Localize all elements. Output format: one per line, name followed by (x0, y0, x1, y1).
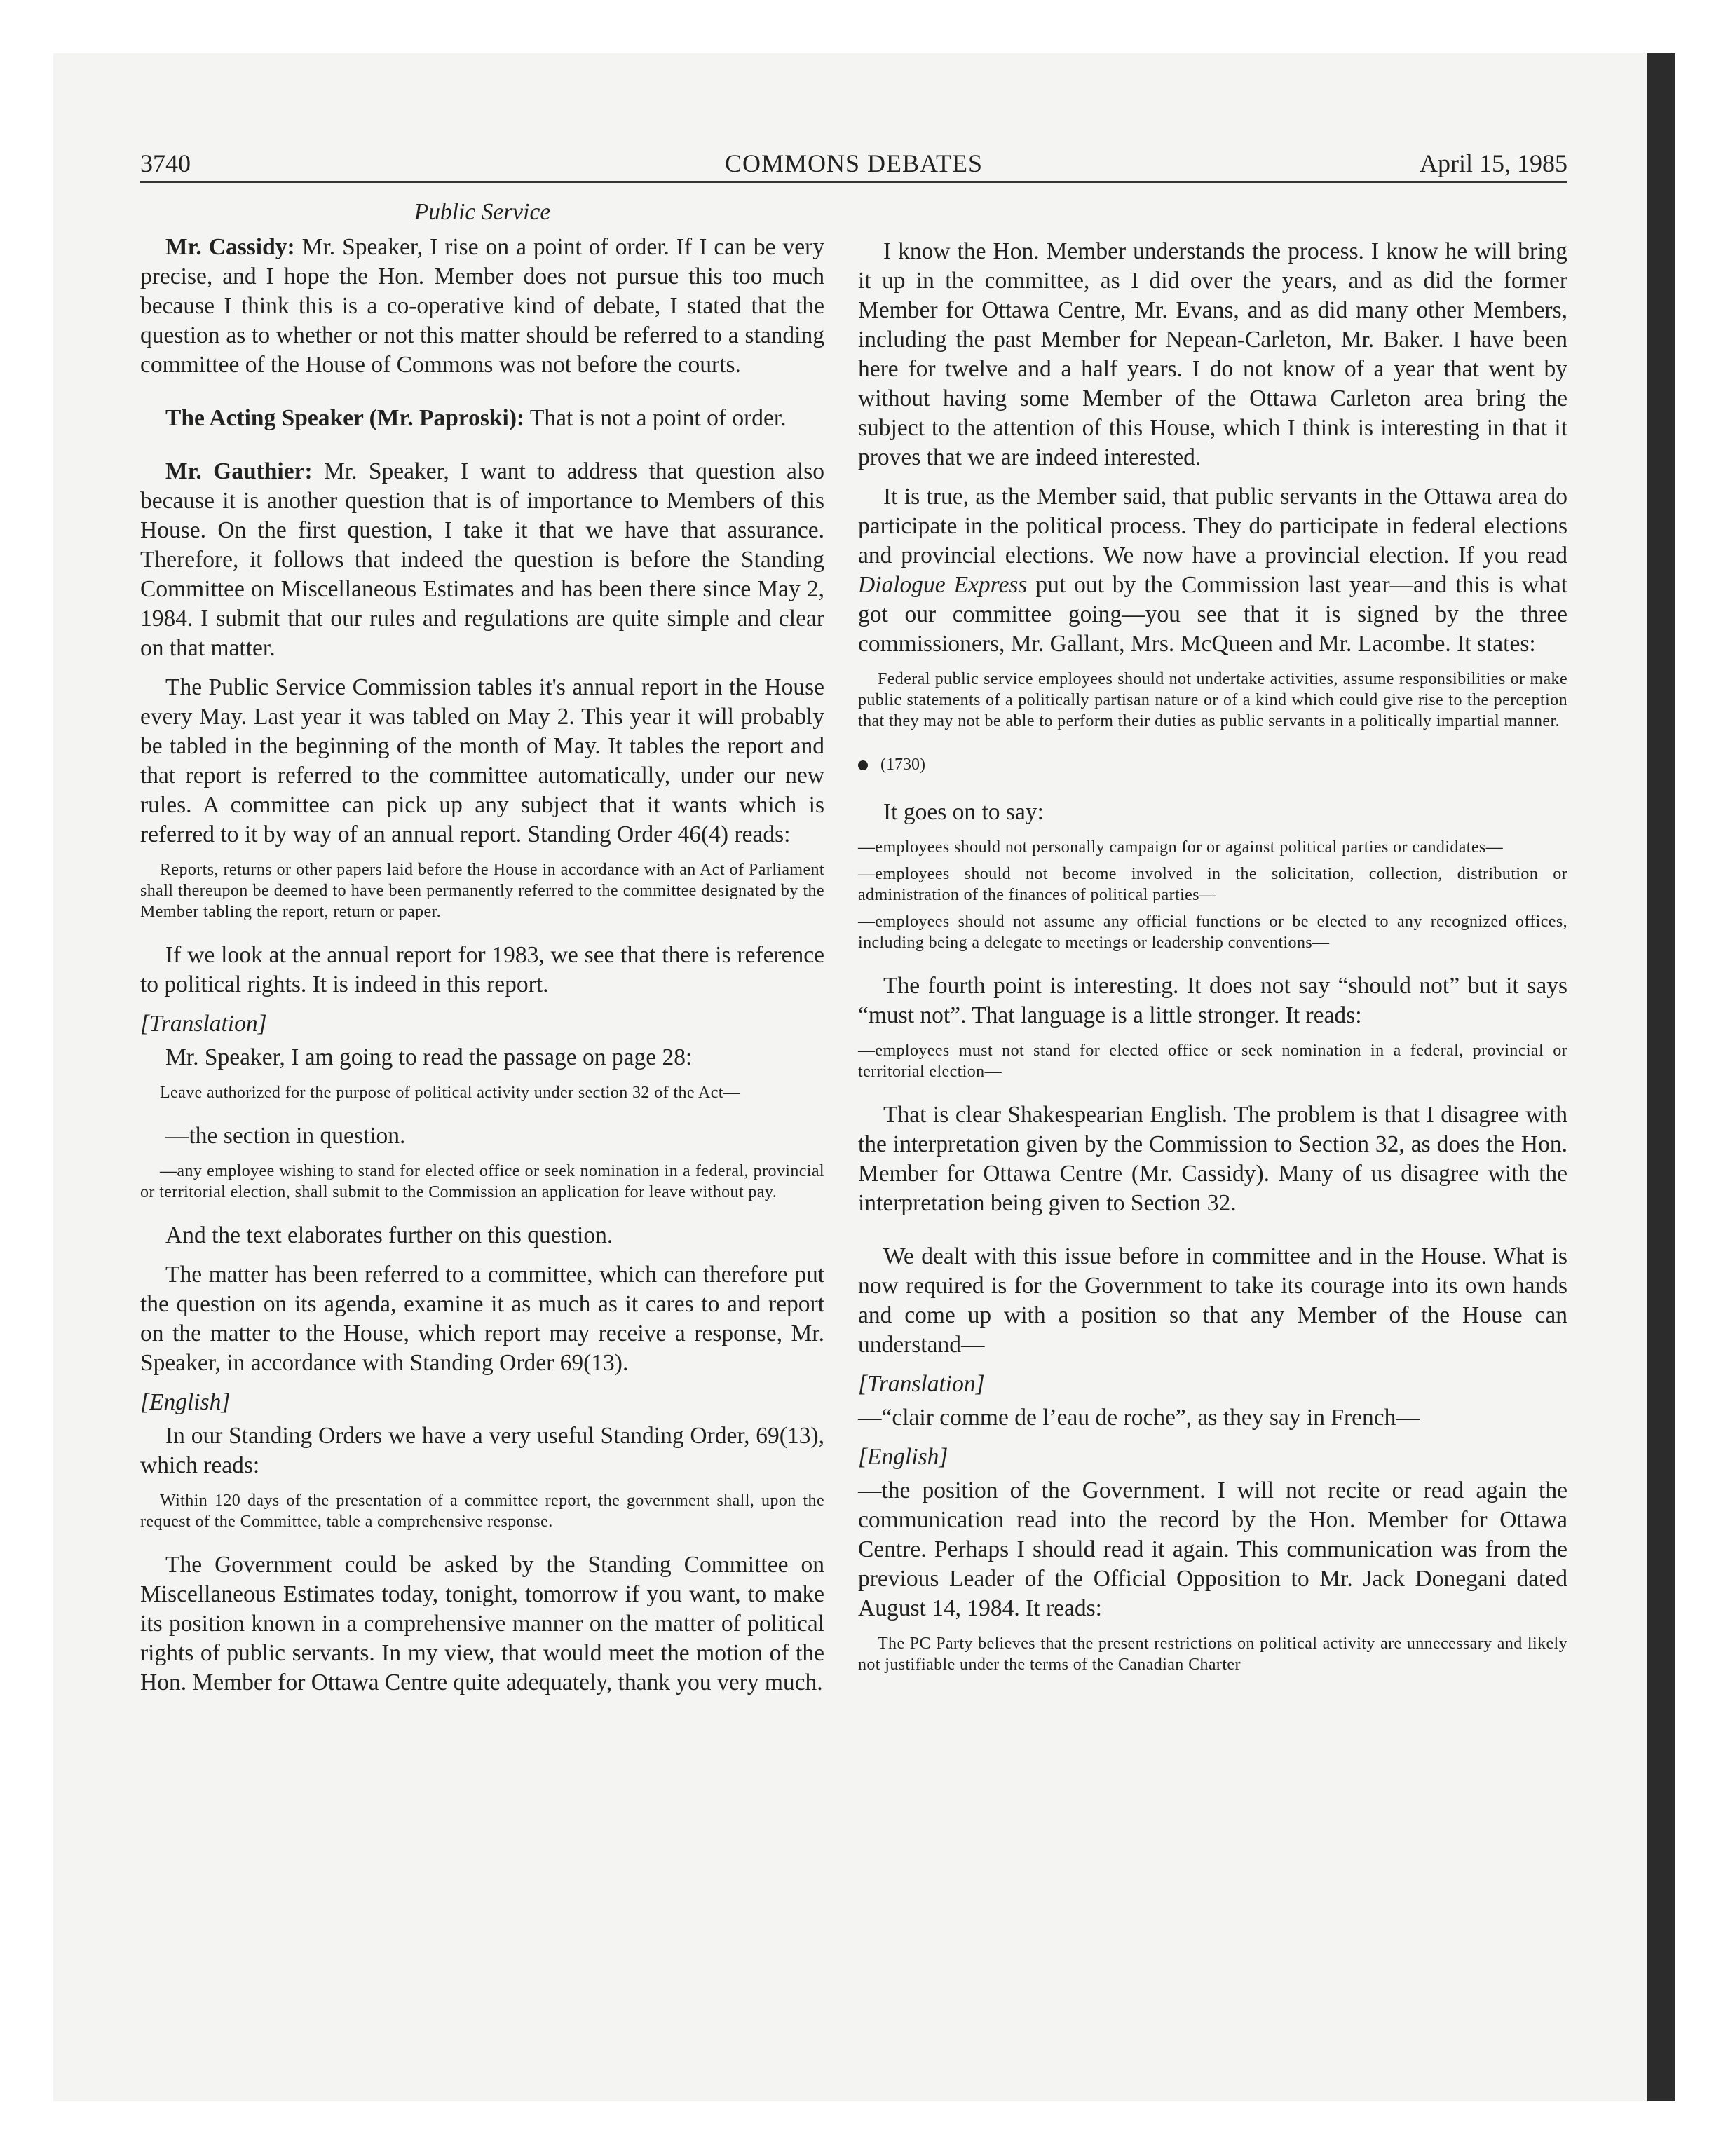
paragraph: The Public Service Commission tables it's annual report in the House every May. Last year it was tabled on May 2. This year it will probably be tabled in the beginning of the month of May. It tables the report and that report is referred to the committee automatically, under our new rules. A committee can pick up any subject that it wants which is referred to it by way of an annual report. Standing Order 46(4) reads: (140, 674, 824, 847)
paragraph: I know the Hon. Member understands the process. I know he will bring it up in the committee, as I did over the years, and as did the former Member for Ottawa Centre, Mr. Evans, and as did many other Members, including the past Member for Nepean-Carleton, Mr. Baker. I have been here for twelve and a half years. I do not know of a year that went by without having some Member of the Ottawa Carleton area bring the subject to the attention of this House, which I think is interesting in that it proves that we are indeed interested. (858, 238, 1567, 470)
block-quote: Leave authorized for the purpose of political activity under section 32 of the Act— (160, 1084, 741, 1102)
block-quote: Within 120 days of the presentation of a committee report, the government shall, upon the request of the Committee, table a comprehensive response. (140, 1492, 824, 1531)
paragraph: It goes on to say: (883, 799, 1044, 825)
left-column (140, 198, 824, 1707)
time-stamp: (1730) (880, 756, 925, 774)
speaker-name: Mr. Cassidy: (165, 234, 295, 260)
language-marker: [English] (858, 1444, 948, 1470)
publication-date: April 15, 1985 (1420, 149, 1567, 177)
paragraph: In our Standing Orders we have a very useful Standing Order, 69(13), which reads: (140, 1423, 824, 1478)
paragraph (140, 457, 824, 663)
block-quote: Reports, returns or other papers laid before the House in accordance with an Act of Parliament shall thereupon be deemed to have been permanently referred to the committee designated by the Member tabling the report, return or paper. (140, 861, 824, 921)
scan-edge-shadow (1647, 53, 1675, 2101)
block-quote: —any employee wishing to stand for elected office or seek nomination in a federal, provincial or territorial election, shall submit to the Commission an application for leave without pay. (140, 1162, 824, 1201)
paragraph: If we look at the annual report for 1983, we see that there is reference to political rights. It is indeed in this report. (140, 942, 824, 997)
paragraph (140, 404, 824, 433)
paragraph (140, 233, 824, 380)
speech-text: Mr. Speaker, I rise on a point of order. If I can be very precise, and I hope the Hon. Member does not pursue this too much because I think this is a co-operative kind of debate, I stated that the question as to whether or not this matter should be referred to a standing committee of the House of Commons was not before the courts. (140, 234, 824, 378)
bullet-icon (858, 760, 868, 770)
paragraph: The matter has been referred to a committee, which can therefore put the question on its agenda, examine it as much as it cares to and report on the matter to the House, which report may receive a response, Mr. Speaker, in accordance with Standing Order 69(13). (140, 1262, 824, 1376)
speaker-name: Mr. Gauthier: (165, 458, 313, 484)
block-quote: —employees should not assume any official functions or be elected to any recognized offices, including being a delegate to meetings or leadership conventions— (858, 913, 1567, 952)
block-quote: The PC Party believes that the present restrictions on political activity are unnecessary and likely not justifiable under the terms of the Canadian Charter (858, 1635, 1567, 1674)
time-marker (858, 750, 1567, 779)
paragraph (858, 482, 1567, 659)
paragraph: And the text elaborates further on this question. (165, 1222, 613, 1248)
language-marker: [Translation] (140, 1011, 267, 1037)
page-number: 3740 (140, 149, 191, 177)
paragraph: The Government could be asked by the Standing Committee on Miscellaneous Estimates today, tonight, tomorrow if you want, to make its position known in a comprehensive manner on the matter of political rights of public servants. In my view, that would meet the motion of the Hon. Member for Ottawa Centre quite adequately, thank you very much. (140, 1552, 824, 1696)
section-title: Public Service (414, 199, 551, 225)
speech-text: Mr. Speaker, I want to address that question also because it is another question that is of importance to Members of this House. On the first question, I take it that we have that assurance. Therefore, it follows that indeed the question is before the Standing Committee on Miscellaneous Estimates and has been there since May 2, 1984. I submit that our rules and regulations are quite simple and clear on that matter. (140, 458, 825, 661)
paragraph: The fourth point is interesting. It does not say “should not” but it says “must not”. That language is a little stronger. It reads: (858, 973, 1567, 1028)
speech-text: put out by the Commission last year—and this is what got our committee going—you see that it is signed by the three commissioners, Mr. Gallant, Mrs. McQueen and Mr. Lacombe. It states: (858, 572, 1567, 657)
speech-text: It is true, as the Member said, that public servants in the Ottawa area do participate in the political process. They do participate in federal elections and provincial elections. We now have a provincial election. If you read (858, 484, 1567, 568)
speaker-name: The Acting Speaker (Mr. Paproski): (165, 405, 525, 431)
block-quote: Federal public service employees should not undertake activities, assume responsibilities or make public statements of a politically partisan nature or of a kind which could give rise to the perception that they may not be able to perform their duties as public servants in a politically impartial manner. (858, 670, 1567, 730)
publication-name: Dialogue Express (858, 572, 1028, 598)
block-quote: —employees must not stand for elected office or seek nomination in a federal, provincial or territorial election— (858, 1042, 1567, 1081)
block-quote: —employees should not personally campaign for or against political parties or candidates— (858, 838, 1504, 857)
paragraph: That is clear Shakespearian English. The problem is that I disagree with the interpretation given by the Commission to Section 32, as does the Hon. Member for Ottawa Centre (Mr. Cassidy). Many of us disagree with the interpretation being given to Section 32. (858, 1102, 1567, 1216)
block-quote: —employees should not become involved in the solicitation, collection, distribution or administration of the finances of political parties— (858, 865, 1567, 904)
page-header (140, 140, 1567, 183)
language-marker: [Translation] (858, 1371, 985, 1397)
paragraph: We dealt with this issue before in committee and in the House. What is now required is for the Government to take its courage into its own hands and come up with a position so that any Member of the House can understand— (858, 1243, 1567, 1358)
paragraph: —“clair comme de l’eau de roche”, as they say in French— (858, 1405, 1420, 1431)
paragraph: Mr. Speaker, I am going to read the passage on page 28: (165, 1044, 693, 1070)
paragraph: —the position of the Government. I will not recite or read again the communication read into the record by the Hon. Member for Ottawa Centre. Perhaps I should read it again. This communication was from the previous Leader of the Official Opposition to Mr. Jack Donegani dated August 14, 1984. It reads: (858, 1478, 1567, 1621)
paragraph: —the section in question. (165, 1123, 406, 1149)
right-column (858, 237, 1567, 1693)
publication-title: COMMONS DEBATES (724, 149, 984, 177)
language-marker: [English] (140, 1389, 231, 1415)
speech-text: That is not a point of order. (529, 405, 787, 431)
